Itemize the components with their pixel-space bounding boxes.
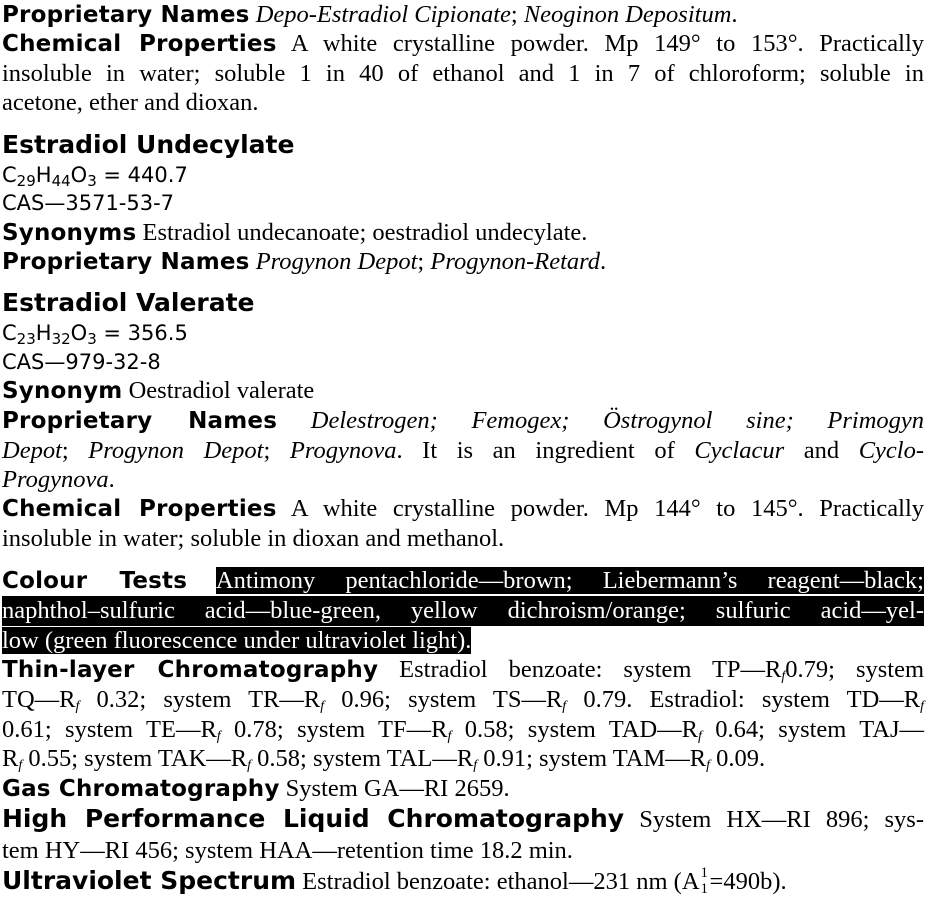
tlc-text: 0.78; system TF—R — [220, 716, 448, 743]
proprietary-name: Neoginon Depositum — [523, 1, 732, 28]
chemical-properties-line-3 — [2, 88, 258, 118]
synonyms-text: Estradiol undecanoate; oestradiol undecylate. — [142, 219, 588, 246]
separator: ; — [510, 1, 518, 28]
hplc-label: High Performance Liquid Chromatography — [2, 804, 625, 833]
proprietary-names-label: Proprietary Names — [2, 408, 278, 434]
absorbance-indices: 1 1 — [700, 865, 709, 898]
monograph-title: Estradiol Undecylate — [2, 130, 295, 159]
proprietary-name: Cyclo- — [858, 437, 925, 464]
formula-sub: 23 — [16, 330, 36, 348]
tlc-text: 0.79; system — [785, 656, 924, 683]
chemical-properties-text: A white crystalline powder. Mp 149° to 153°. Practically — [290, 30, 925, 57]
rf-sub: f — [320, 699, 325, 714]
proprietary-names-label: Proprietary Names — [2, 249, 250, 275]
chemical-properties-text: insoluble in water; soluble in dioxan and methanol. — [2, 525, 505, 552]
monograph-title: Estradiol Valerate — [2, 288, 255, 317]
cas-number: CAS—979-32-8 — [2, 350, 161, 374]
ingredient-text: . It is an ingredient of — [396, 437, 675, 464]
proprietary-name: Progynon Depot — [88, 437, 264, 464]
chemical-properties-line-2 — [2, 59, 924, 89]
proprietary-names-line-3: Progynova. — [2, 466, 115, 493]
cas-number: CAS—3571-53-7 — [2, 191, 175, 215]
molecular-formula: $C_{29}H_{44}O_3 = 440.7$ — [2, 163, 188, 190]
rf-sub: f — [216, 729, 221, 744]
rf-sub: f — [781, 669, 786, 684]
chemical-properties-text: insoluble in water; soluble 1 in 40 of ethanol and 1 in 7 of chloroform; soluble in — [2, 60, 924, 87]
proprietary-name: Primogyn — [827, 407, 925, 434]
proprietary-name: Progynon Depot — [255, 248, 418, 275]
rf-sub: f — [698, 729, 702, 744]
proprietary-names-line: Proprietary Names Progynon Depot; Progynon-Retard. — [2, 248, 607, 275]
proprietary-names-label: Proprietary Names — [2, 2, 250, 28]
proprietary-name: Progynon-Retard — [430, 248, 601, 275]
gc-text: System GA—RI 2659. — [285, 775, 510, 802]
rf-sub: f — [247, 758, 252, 773]
chemical-properties-line-2 — [2, 524, 504, 554]
synonym-line — [2, 376, 314, 406]
tlc-text: 0.96; system TS—R — [324, 686, 563, 713]
formula-sub: 44 — [51, 172, 71, 190]
chemical-properties-text: acetone, ether and dioxan. — [2, 89, 259, 116]
tlc-text: 0.79. Estradiol: system TD—R — [566, 686, 921, 713]
rf-sub: f — [75, 699, 80, 714]
uv-label: Ultraviolet Spectrum — [2, 866, 297, 895]
period: . — [731, 1, 738, 28]
tlc-line-3 — [2, 715, 924, 745]
tlc-text: 0.58; system TAL—R — [251, 745, 474, 772]
chemical-properties-line-1 — [2, 29, 924, 59]
hplc-text: System HX—RI 896; sys- — [639, 806, 925, 833]
colour-tests-line-1 — [2, 566, 924, 596]
tlc-text: 0.64; system TAJ— — [701, 716, 924, 743]
colour-tests-text-selected[interactable]: low (green fluorescence under ultraviolet light). — [2, 627, 472, 654]
chemical-properties-label: Chemical Properties — [2, 31, 277, 57]
gc-line — [2, 774, 510, 804]
gc-label: Gas Chromatography — [2, 776, 280, 802]
formula-sub: 32 — [51, 330, 71, 348]
tlc-line-4 — [2, 744, 765, 774]
tlc-text: 0.91; system TAM—R — [477, 745, 707, 772]
proprietary-name: Progynova — [289, 437, 397, 464]
proprietary-name: Depo-Estradiol Cipionate — [255, 1, 511, 28]
synonym-text: Oestradiol valerate — [128, 377, 315, 404]
rf-sub: f — [473, 758, 478, 773]
ingredient-text: and — [803, 437, 840, 464]
proprietary-names-line — [2, 0, 738, 30]
rf-sub: f — [18, 758, 23, 773]
uv-text — [302, 865, 787, 898]
rf-sub: f — [562, 699, 567, 714]
synonyms-line — [2, 218, 587, 248]
molecular-weight: = 440.7 — [96, 163, 188, 187]
tlc-text: Estradiol benzoate: system TP—R — [399, 656, 782, 683]
tlc-text: R — [2, 745, 19, 772]
proprietary-name: Delestrogen; — [310, 407, 438, 434]
formula-sub: 3 — [87, 330, 97, 348]
rf-sub: f — [706, 758, 710, 773]
tlc-text: 0.09. — [710, 745, 766, 772]
molecular-formula: $C_{23}H_{32}O_3 = 356.5$ — [2, 321, 188, 348]
proprietary-name: Cyclacur — [694, 437, 785, 464]
tlc-text: 0.61; system TE—R — [2, 716, 217, 743]
proprietary-name: Femogex; — [471, 407, 570, 434]
colour-tests-label: Colour Tests — [2, 568, 188, 594]
tlc-text — [399, 656, 924, 683]
uv-text: =490b). — [709, 868, 787, 895]
proprietary-name: Östrogynol sine; — [603, 407, 794, 434]
hplc-line-2 — [2, 836, 573, 866]
tlc-text: 0.32; system TR—R — [79, 686, 321, 713]
uv-text: Estradiol benzoate: ethanol—231 nm (A — [302, 868, 700, 895]
proprietary-name: Depot — [2, 437, 62, 464]
hplc-text: tem HY—RI 456; system HAA—retention time 18.2 min. — [2, 837, 573, 864]
tlc-label: Thin-layer Chromatography — [2, 657, 379, 683]
uv-line — [2, 866, 787, 896]
rf-sub: f — [920, 699, 925, 714]
tlc-text: 0.55; system TAK—R — [22, 745, 248, 772]
proprietary-names-line-1 — [2, 406, 924, 436]
chemical-properties-line-1 — [2, 494, 924, 524]
chemical-properties-text: A white crystalline powder. Mp 144° to 145°. Practically — [290, 495, 925, 522]
rf-sub: f — [447, 729, 452, 744]
colour-tests-line-2-selected[interactable]: naphthol–sulfuric acid—blue-green, yellow dichroism/orange; sulfuric acid—yel- — [2, 597, 924, 624]
colour-tests-line-3 — [2, 626, 471, 656]
formula-sub: 29 — [16, 172, 36, 190]
proprietary-names-line-2: Depot; Progynon Depot; Progynova. It is an ingredient of Cyclacur and Cyclo- — [2, 437, 925, 464]
molecular-weight: = 356.5 — [96, 321, 188, 345]
chemical-properties-label: Chemical Properties — [2, 496, 277, 522]
tlc-line-2 — [2, 685, 924, 715]
formula-sub: 3 — [87, 172, 97, 190]
tlc-text: TQ—R — [2, 686, 76, 713]
hplc-line-1 — [2, 804, 924, 834]
proprietary-name: Progynova — [2, 466, 109, 493]
synonym-label: Synonym — [2, 378, 123, 404]
synonyms-label: Synonyms — [2, 220, 137, 246]
tlc-text: 0.58; system TAD—R — [451, 716, 698, 743]
tlc-line-1 — [2, 655, 924, 685]
colour-tests-text-selected[interactable]: Antimony pentachloride—brown; Liebermann’s reagent—black; — [215, 567, 924, 594]
